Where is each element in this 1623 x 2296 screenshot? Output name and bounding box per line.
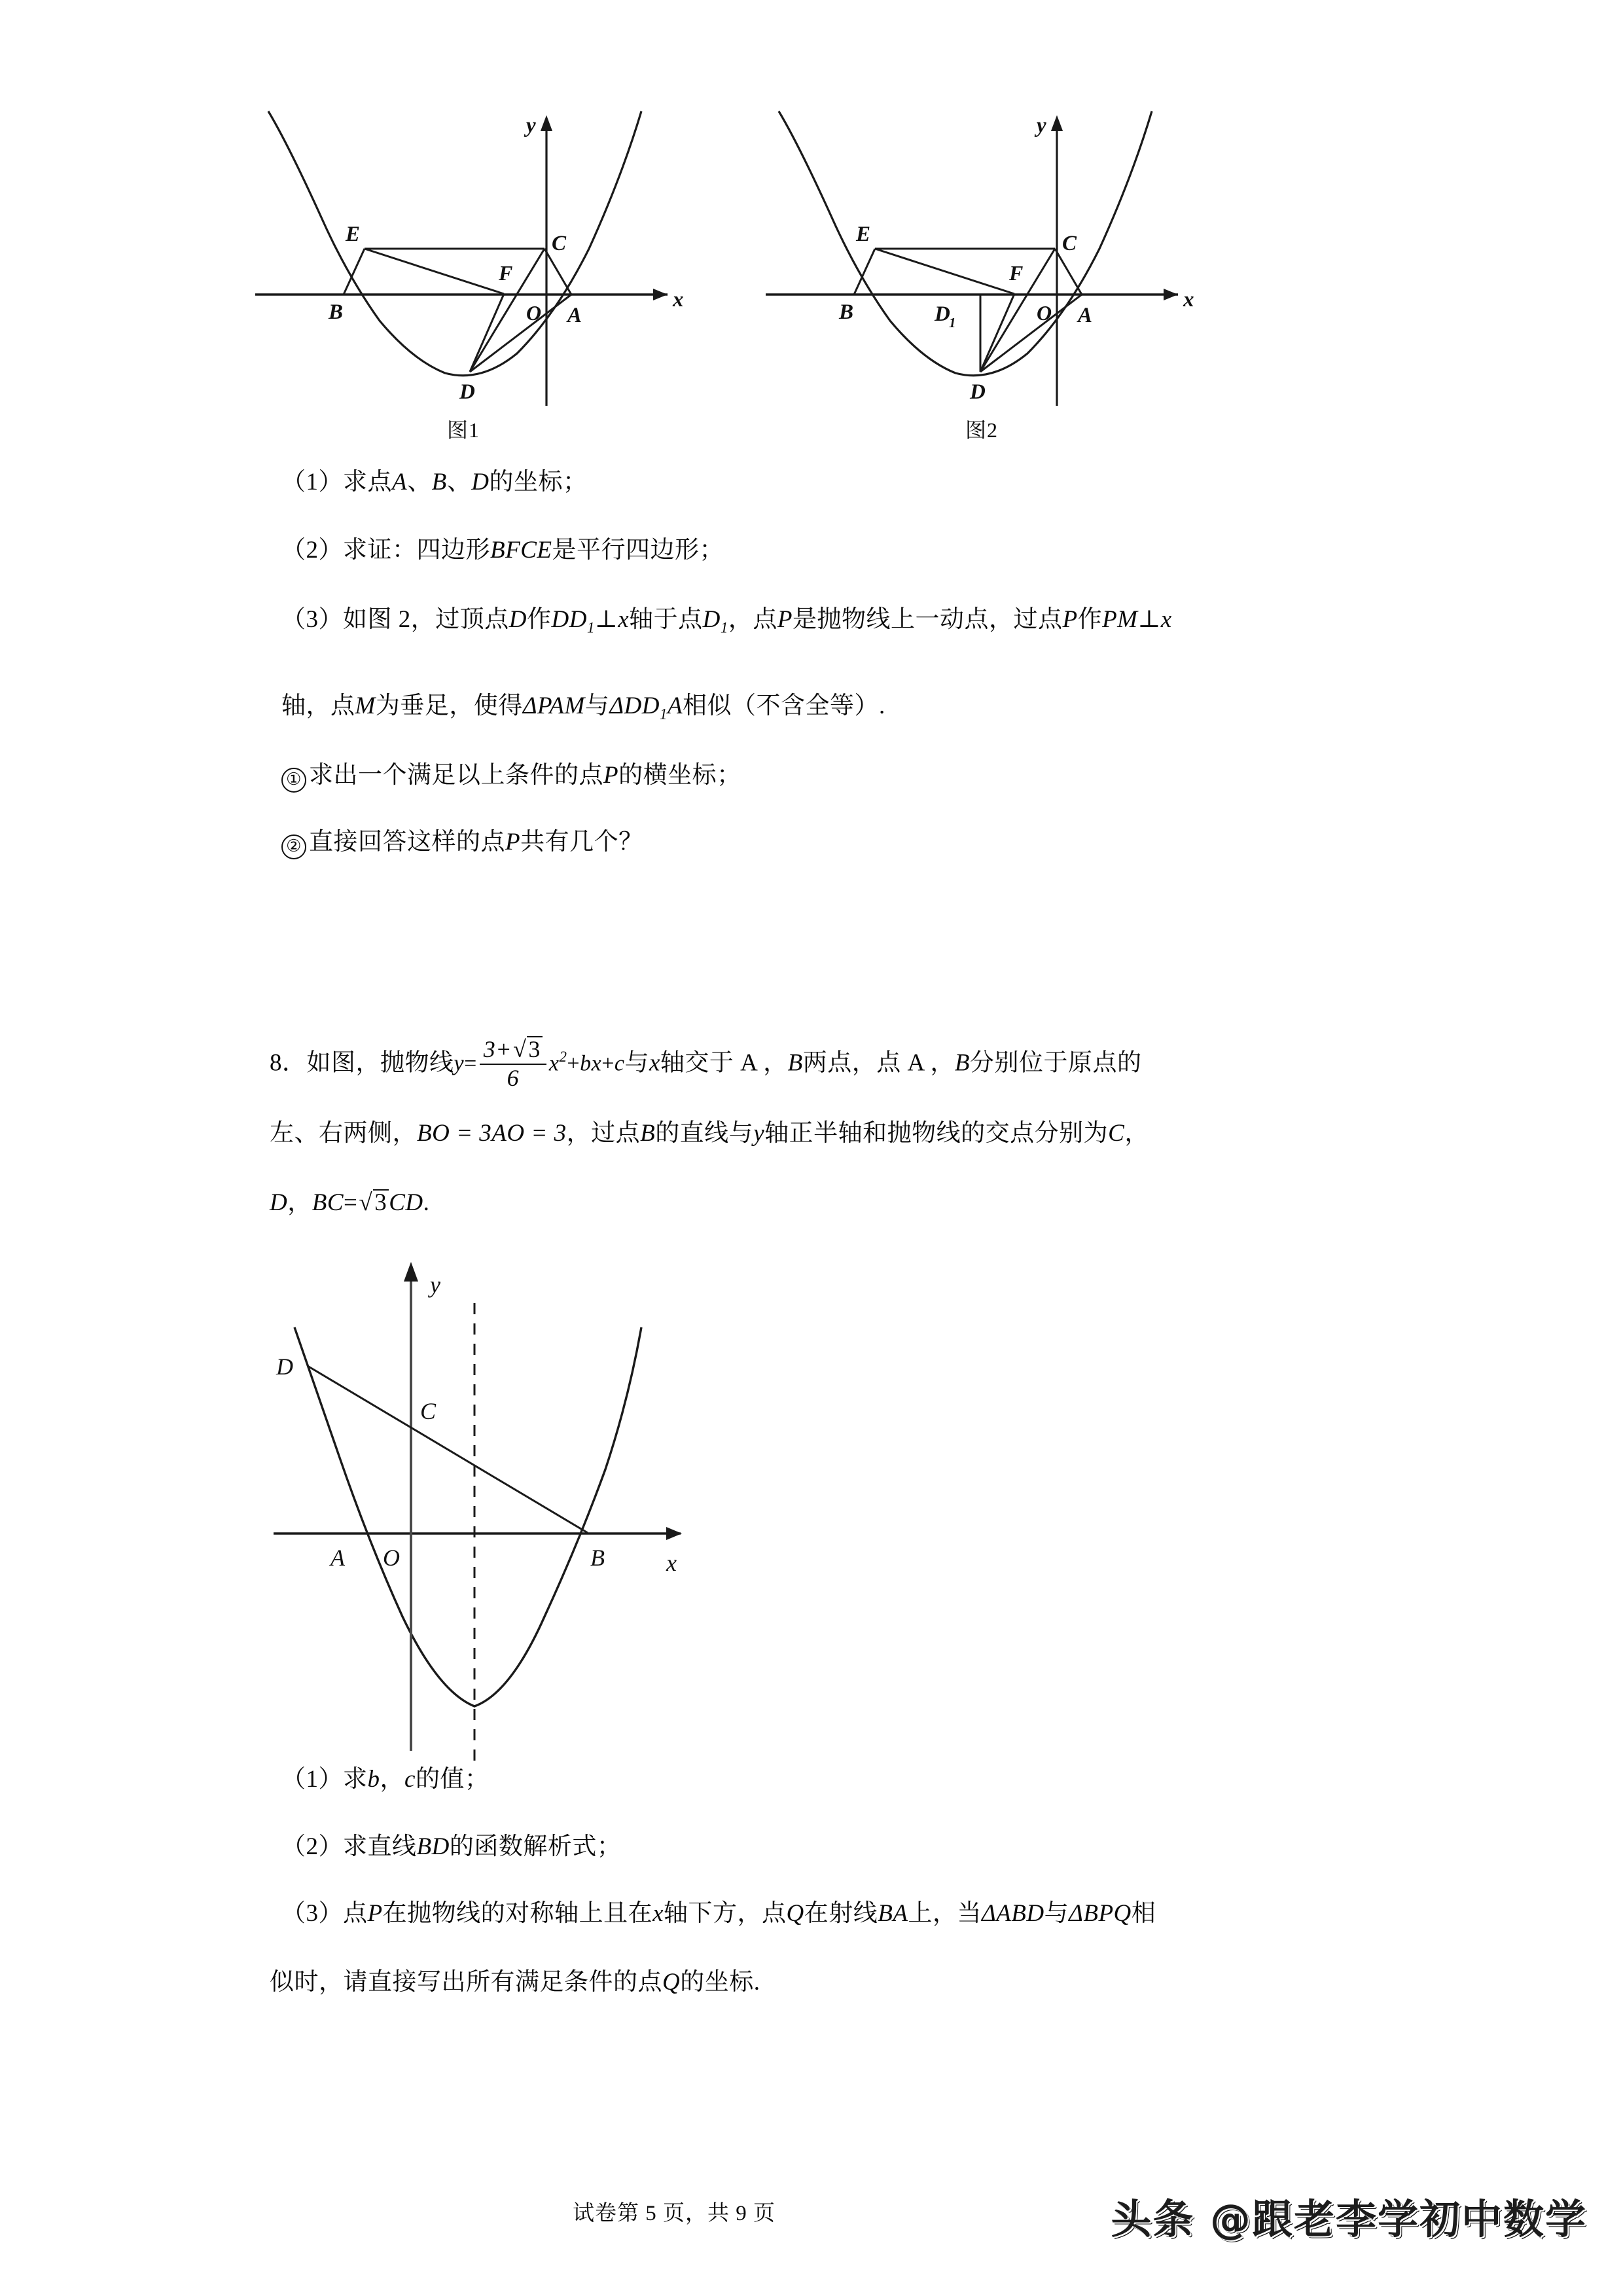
- p7-q3-l2-c: 与: [584, 692, 610, 719]
- p7-q3-l1-PM: PM: [1102, 606, 1138, 633]
- p8-l1-plus1: +: [567, 1051, 580, 1076]
- p7-q3-l1-f: 作: [1077, 606, 1103, 633]
- p7-q1-point-B: B: [431, 469, 447, 495]
- problem8-statement-line3: [270, 1189, 429, 1215]
- figure-2-svg: [759, 98, 1217, 425]
- problem7-question-3-line2: [281, 694, 885, 722]
- p8-q3-l2-b: 的坐标.: [680, 1969, 760, 1996]
- problem8-question-2: [281, 1835, 621, 1859]
- figure-2-label-B: B: [839, 300, 854, 324]
- p7-q3-l1-perp2-icon: ⊥: [1137, 606, 1161, 633]
- watermark-text: 头条 @跟老李学初中数学: [1111, 2195, 1587, 2243]
- p7-q3-l1-e: 是抛物线上一动点，过点: [792, 606, 1063, 633]
- p7-q1-suffix: 的坐标；: [489, 469, 588, 495]
- figure-1-label-A: A: [567, 304, 582, 327]
- p8-q3-l1-triangle-ABD: ΔABD: [981, 1900, 1044, 1927]
- problem8-label-A: A: [330, 1545, 345, 1571]
- p8-l3-D: D: [270, 1189, 288, 1216]
- p8-l2-b: ，过点: [566, 1120, 641, 1147]
- x-axis-arrow: [653, 289, 668, 300]
- circled-number-1: ①: [281, 768, 306, 793]
- p7-q3-l1-c: 轴于点: [629, 606, 703, 633]
- figure-2-label-D1-subscript: 1: [949, 315, 956, 331]
- p8-l1-x2: x: [649, 1049, 660, 1077]
- p8-l3-BC: BC: [312, 1189, 344, 1216]
- p8-q2-a: （2）求直线: [281, 1833, 417, 1860]
- figure-1-caption: 图1: [446, 418, 480, 442]
- figure-2-label-D1: D: [935, 302, 950, 326]
- segment-DA: [470, 295, 571, 372]
- p8-l3-b: .: [423, 1189, 430, 1216]
- p8-l1-x: x: [548, 1051, 560, 1076]
- p7-q3-i2-a: 直接回答这样的点: [309, 829, 505, 855]
- frac-num-3: 3: [483, 1036, 496, 1062]
- y-axis-arrow: [1051, 115, 1063, 131]
- p7-q1-point-D: D: [471, 469, 490, 495]
- p7-q2-prefix: （2）求证：四边形: [281, 537, 490, 564]
- p8-l3-CD: CD: [389, 1189, 423, 1216]
- problem8-label-C: C: [420, 1398, 437, 1424]
- p7-q3-i1-P: P: [603, 762, 619, 789]
- p8-q3-l1-e: 上，当: [908, 1900, 982, 1927]
- problem8-statement-line2: [270, 1121, 1149, 1145]
- p7-q3-l2-d: 相似（不含全等）.: [683, 692, 885, 719]
- segment-DF: [470, 294, 504, 372]
- p8-l1-b: 与: [624, 1049, 649, 1077]
- problem7-question-3-item1: [281, 763, 741, 793]
- page-footer: [0, 2196, 1623, 2274]
- parabola-curve: [268, 111, 641, 376]
- p8-l2-a: 左、右两侧，: [270, 1120, 417, 1147]
- problem8-statement-line1: [270, 1037, 1142, 1092]
- p8-l1-e: 分别位于原点的: [970, 1049, 1142, 1077]
- p8-q3-l2-a: 似时，请直接写出所有满足条件的点: [270, 1969, 662, 1996]
- x-axis-arrow: [1164, 289, 1178, 300]
- circled-number-2: ②: [281, 834, 306, 859]
- p8-q3-l1-a: （3）点: [281, 1900, 368, 1927]
- p7-q3-l2-triangle-DD1A-a: ΔDD: [609, 692, 660, 719]
- figure-2-label-D: D: [970, 380, 986, 404]
- p8-l2-B: B: [640, 1120, 656, 1147]
- p8-q1-a: （1）求: [281, 1766, 368, 1793]
- p7-q3-l1-d: ，点: [728, 606, 777, 633]
- frac-num-plus: +: [495, 1036, 512, 1062]
- problem8-label-x-axis: x: [666, 1550, 677, 1576]
- p7-q3-l1-b: 作: [526, 606, 552, 633]
- figure-1: [249, 98, 707, 445]
- p7-q3-l2-triangle-DD1A-sub: 1: [659, 706, 668, 723]
- figure-2-label-E: E: [856, 223, 871, 246]
- p7-q3-l1-a: （3）如图 2，过顶点: [281, 606, 509, 633]
- p7-q3-l2-M: M: [355, 692, 376, 719]
- p7-q2-suffix: 是平行四边形；: [552, 537, 724, 564]
- p7-q3-l1-D1: D: [702, 606, 721, 633]
- sqrt-icon-2: [357, 1189, 389, 1215]
- p7-q3-l2-triangle-PAM: ΔPAM: [522, 692, 585, 719]
- parabola-curve: [294, 1327, 641, 1706]
- figure-2-label-F: F: [1009, 261, 1024, 285]
- p8-q3-l1-b: 在抛物线的对称轴上且在: [382, 1900, 653, 1927]
- p8-l2-C: C: [1108, 1120, 1125, 1147]
- problem7-question-1: [281, 470, 587, 494]
- p8-l1-plus2: +: [601, 1051, 615, 1076]
- p8-q1-b-var: b: [367, 1766, 380, 1793]
- p7-q1-point-A: A: [392, 469, 408, 495]
- p7-q3-l1-x2: x: [1160, 606, 1172, 633]
- figure-1-label-C: C: [552, 232, 567, 255]
- segment-EB: [344, 249, 365, 295]
- problem8-label-B: B: [590, 1545, 605, 1571]
- p8-q3-l1-x: x: [652, 1900, 664, 1927]
- sqrt-radicand-2: 3: [373, 1189, 389, 1215]
- sqrt-symbol-2: √: [359, 1189, 373, 1216]
- figure-1-label-y-axis: y: [526, 114, 536, 137]
- figure-2-label-C: C: [1062, 232, 1077, 255]
- p7-q1-sep2: 、: [446, 469, 472, 495]
- p8-q3-l1-g: 相: [1131, 1900, 1156, 1927]
- p8-l2-y: y: [753, 1120, 765, 1147]
- parabola-curve: [779, 111, 1152, 376]
- figures-row: [249, 98, 1217, 445]
- p8-l1-c2: 轴交于 A ，: [660, 1049, 788, 1077]
- problem7-question-2: [281, 538, 724, 562]
- p7-q3-l2-a: 轴，点: [281, 692, 355, 719]
- sqrt-icon: [512, 1036, 543, 1062]
- p7-q3-i2-P: P: [505, 829, 521, 855]
- problem7-question-3-item2: [281, 830, 643, 859]
- figure-1-label-F: F: [499, 261, 513, 285]
- p8-l1-B: B: [787, 1049, 803, 1077]
- problem8-figure: [249, 1244, 785, 1761]
- p8-l1-x-exponent: 2: [559, 1048, 567, 1065]
- p7-q1-prefix: （1）求点: [281, 469, 392, 495]
- figure-1-label-D: D: [459, 380, 475, 404]
- p8-q2-BD: BD: [416, 1833, 450, 1860]
- figure-2-label-O: O: [1037, 301, 1052, 325]
- p8-q1-suffix: 的值；: [415, 1766, 490, 1793]
- segment-EB: [854, 249, 875, 295]
- segment-DF: [980, 294, 1014, 372]
- sqrt-symbol: √: [513, 1036, 527, 1062]
- problem8-question-3-line2: [270, 1970, 760, 1994]
- segment-CA: [1055, 249, 1082, 295]
- problem8-figure-svg: [249, 1244, 785, 1761]
- figure-1-label-x-axis: x: [673, 288, 684, 312]
- line-BD: [308, 1366, 588, 1533]
- sqrt-radicand: 3: [527, 1036, 543, 1062]
- figure-1-label-E: E: [346, 223, 361, 246]
- p7-q3-l1-x: x: [618, 606, 630, 633]
- segment-CA: [544, 249, 571, 295]
- p8-l2-e: ，: [1124, 1120, 1149, 1147]
- p8-l2-c: 的直线与: [655, 1120, 754, 1147]
- figure-2-label-x-axis: x: [1183, 288, 1194, 312]
- p8-q3-l1-P: P: [367, 1900, 383, 1927]
- p7-q3-l1-D: D: [508, 606, 527, 633]
- figure-1-label-B: B: [329, 300, 344, 324]
- p8-q3-l1-triangle-BPQ: ΔBPQ: [1069, 1900, 1132, 1927]
- problem8-label-y-axis: y: [430, 1272, 440, 1298]
- p8-l2-d: 轴正半轴和抛物线的交点分别为: [764, 1120, 1109, 1147]
- problem8-label-O: O: [383, 1545, 400, 1571]
- figure-2-caption: 图2: [965, 418, 998, 442]
- p7-q3-l2-b: 为垂足，使得: [375, 692, 523, 719]
- p8-l3-equals: =: [344, 1189, 358, 1216]
- p7-q3-l1-DD1-sub: 1: [586, 619, 595, 636]
- p7-q1-sep1: 、: [407, 469, 432, 495]
- page-number: 试卷第 5 页，共 9 页: [573, 2202, 776, 2225]
- p8-l1-B2: B: [954, 1049, 970, 1077]
- p8-q3-l1-Q: Q: [786, 1900, 804, 1927]
- p8-l1-d: 两点，点 A ，: [802, 1049, 955, 1077]
- figure-2-label-y-axis: y: [1037, 114, 1046, 137]
- y-axis-arrow: [404, 1262, 418, 1282]
- problem8-question-3-line1: [281, 1901, 1156, 1926]
- p8-number: 8．: [270, 1049, 307, 1077]
- p8-q1-comma: ，: [380, 1766, 404, 1793]
- p8-l1-c: c: [614, 1051, 625, 1076]
- p7-q3-i2-b: 共有几个？: [520, 829, 643, 855]
- p8-l1-bx: bx: [580, 1051, 602, 1076]
- segment-EF: [365, 249, 504, 294]
- segment-DA: [980, 295, 1082, 372]
- p7-q3-l2-triangle-DD1A-b: A: [667, 692, 683, 719]
- fraction-denominator: 6: [507, 1064, 520, 1091]
- figure-1-svg: [249, 98, 707, 425]
- p7-q3-l1-D1-sub: 1: [720, 619, 728, 636]
- problem7-question-3-line1: [281, 607, 1172, 636]
- p8-q3-l2-Q: Q: [662, 1969, 681, 1996]
- y-axis-arrow: [541, 115, 552, 131]
- p8-q1-c-var: c: [404, 1766, 416, 1793]
- problem8-question-1: [281, 1767, 489, 1791]
- p8-l1-a: 如图，抛物线: [306, 1049, 454, 1077]
- p8-q3-l1-BA: BA: [878, 1900, 908, 1927]
- p8-l2-equation: BO = 3AO = 3: [417, 1120, 567, 1147]
- p7-q3-l1-DD1: DD: [551, 606, 587, 633]
- p7-q3-i1-b: 的横坐标；: [618, 762, 741, 789]
- p8-q3-l1-f: 与: [1044, 1900, 1069, 1927]
- coefficient-fraction: [480, 1036, 546, 1091]
- p7-q3-i1-a: 求出一个满足以上条件的点: [309, 762, 603, 789]
- p8-l3-a: ，: [287, 1189, 312, 1216]
- fraction-numerator: [480, 1036, 546, 1065]
- p7-q3-l1-P: P: [777, 606, 793, 633]
- p8-q3-l1-c: 轴下方，点: [664, 1900, 787, 1927]
- p7-q3-l1-perp-icon: ⊥: [594, 606, 618, 633]
- figure-1-label-O: O: [526, 301, 542, 325]
- problem8-label-D: D: [276, 1354, 293, 1380]
- p7-q2-quad: BFCE: [490, 537, 552, 564]
- x-axis-arrow: [666, 1527, 682, 1540]
- segment-EF: [875, 249, 1014, 294]
- p8-l1-equals: =: [464, 1051, 477, 1076]
- p7-q3-l1-P2: P: [1062, 606, 1078, 633]
- p8-l1-y: y: [454, 1051, 465, 1076]
- figure-2: [759, 98, 1217, 445]
- p8-q3-l1-d: 在射线: [804, 1900, 878, 1927]
- figure-2-label-A: A: [1078, 304, 1093, 327]
- p8-q2-b: 的函数解析式；: [449, 1833, 622, 1860]
